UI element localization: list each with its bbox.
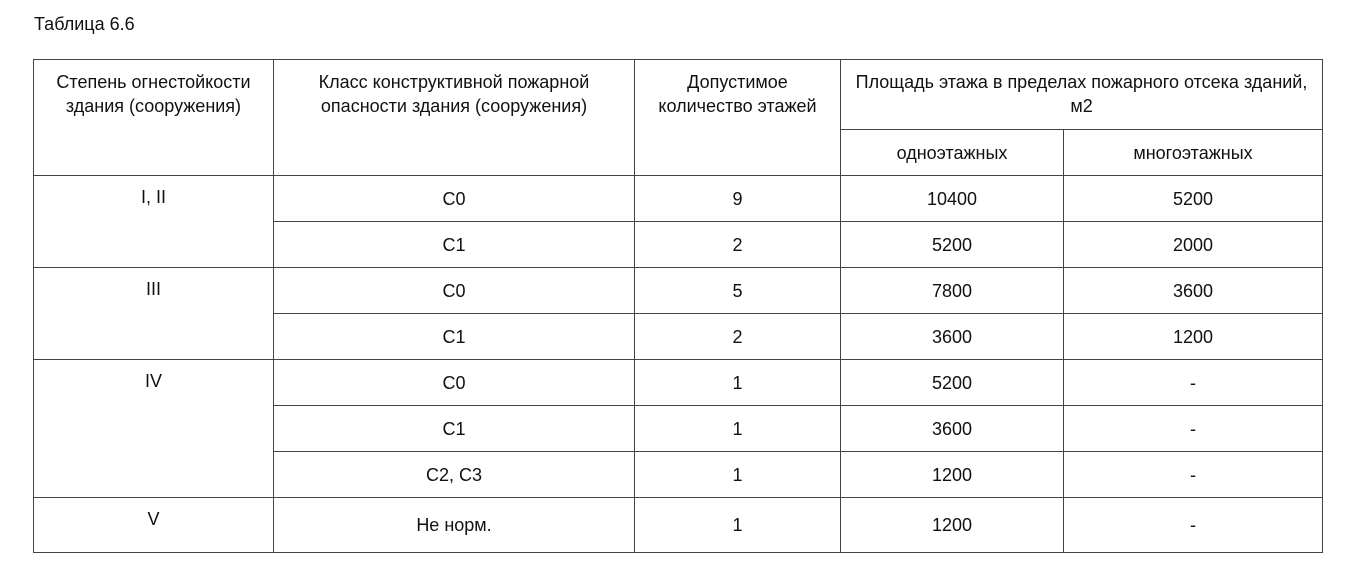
table-row xyxy=(34,498,1323,553)
cell-fire-resistance-degree: III xyxy=(34,268,274,360)
cell-structural-class: С0 xyxy=(274,268,635,314)
cell-structural-class: С1 xyxy=(274,406,635,452)
header-allowed-floors: Допустимое количество этажей xyxy=(635,60,841,176)
header-row xyxy=(34,60,1323,130)
cell-single-storey-area: 7800 xyxy=(841,268,1064,314)
cell-fire-resistance-degree: V xyxy=(34,498,274,553)
cell-allowed-floors: 2 xyxy=(635,314,841,360)
table-header xyxy=(34,60,1323,176)
cell-fire-resistance-degree: IV xyxy=(34,360,274,498)
cell-allowed-floors: 2 xyxy=(635,222,841,268)
cell-multi-storey-area: 2000 xyxy=(1064,222,1323,268)
cell-multi-storey-area: - xyxy=(1064,452,1323,498)
table-body xyxy=(34,176,1323,553)
cell-allowed-floors: 1 xyxy=(635,452,841,498)
cell-allowed-floors: 5 xyxy=(635,268,841,314)
header-fire-resistance-degree: Степень огнестойкости здания (сооружения) xyxy=(34,60,274,176)
header-structural-fire-hazard-class: Класс конструктивной пожарной опасности здания (сооружения) xyxy=(274,60,635,176)
cell-structural-class: С0 xyxy=(274,176,635,222)
header-single-storey: одноэтажных xyxy=(841,130,1064,176)
cell-single-storey-area: 1200 xyxy=(841,452,1064,498)
cell-multi-storey-area: - xyxy=(1064,360,1323,406)
cell-structural-class: С1 xyxy=(274,222,635,268)
cell-structural-class: С0 xyxy=(274,360,635,406)
cell-structural-class: С1 xyxy=(274,314,635,360)
header-multi-storey: многоэтажных xyxy=(1064,130,1323,176)
cell-multi-storey-area: 5200 xyxy=(1064,176,1323,222)
cell-single-storey-area: 1200 xyxy=(841,498,1064,553)
cell-structural-class: Не норм. xyxy=(274,498,635,553)
table-caption: Таблица 6.6 xyxy=(34,14,135,34)
cell-multi-storey-area: - xyxy=(1064,406,1323,452)
cell-allowed-floors: 1 xyxy=(635,360,841,406)
fire-resistance-table xyxy=(33,59,1323,553)
cell-single-storey-area: 5200 xyxy=(841,360,1064,406)
cell-multi-storey-area: 1200 xyxy=(1064,314,1323,360)
cell-allowed-floors: 9 xyxy=(635,176,841,222)
header-floor-area: Площадь этажа в пределах пожарного отсека зданий, м2 xyxy=(841,60,1323,130)
cell-allowed-floors: 1 xyxy=(635,498,841,553)
cell-single-storey-area: 3600 xyxy=(841,314,1064,360)
cell-single-storey-area: 10400 xyxy=(841,176,1064,222)
table-row xyxy=(34,176,1323,222)
cell-multi-storey-area: 3600 xyxy=(1064,268,1323,314)
cell-single-storey-area: 5200 xyxy=(841,222,1064,268)
cell-single-storey-area: 3600 xyxy=(841,406,1064,452)
cell-allowed-floors: 1 xyxy=(635,406,841,452)
cell-fire-resistance-degree: I, II xyxy=(34,176,274,268)
cell-structural-class: С2, С3 xyxy=(274,452,635,498)
cell-multi-storey-area: - xyxy=(1064,498,1323,553)
table-row xyxy=(34,268,1323,314)
table-row xyxy=(34,360,1323,406)
